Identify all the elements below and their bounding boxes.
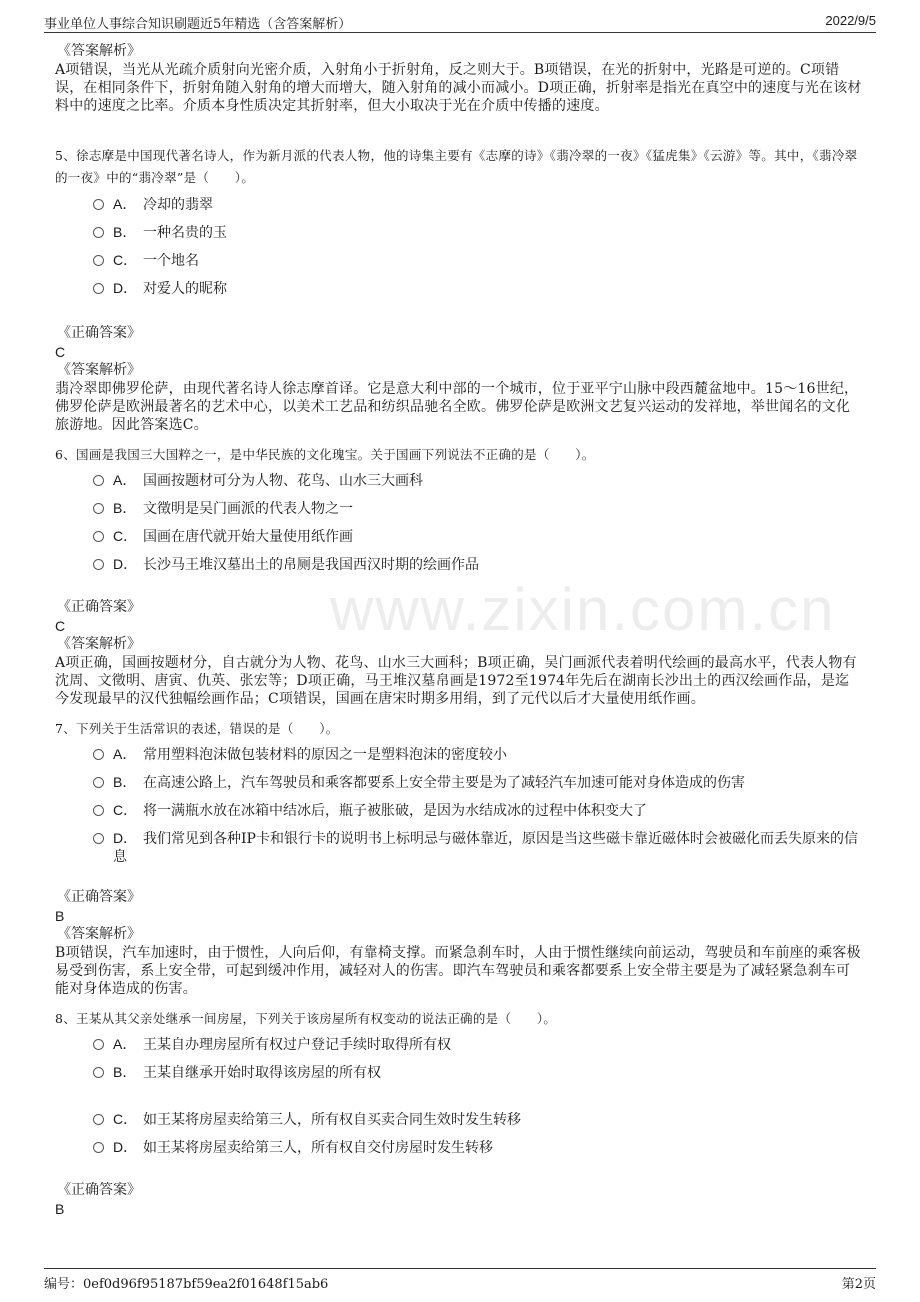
radio-icon[interactable] — [93, 1067, 104, 1078]
correct-label: 《正确答案》 — [57, 325, 141, 341]
q6-option-b[interactable]: B． 文徵明是吴门画派的代表人物之一 — [55, 499, 862, 518]
page-number: 第2页 — [841, 1277, 876, 1292]
radio-icon[interactable] — [93, 1114, 104, 1125]
analysis-label: 《答案解析》 — [57, 926, 141, 942]
document-title: 事业单位人事综合知识刷题近5年精选（含答案解析） — [44, 17, 352, 32]
radio-icon[interactable] — [93, 833, 104, 844]
radio-icon[interactable] — [93, 1142, 104, 1153]
radio-icon[interactable] — [93, 199, 104, 210]
q7-option-b[interactable]: B． 在高速公路上，汽车驾驶员和乘客都要系上安全带主要是为了减轻汽车加速可能对身体造成的伤害 — [55, 773, 862, 792]
q8-question: 8、王某从其父亲处继承一间房屋，下列关于该房屋所有权变动的说法正确的是（ ）。 — [55, 1011, 557, 1026]
page-content — [55, 42, 862, 1218]
correct-label: 《正确答案》 — [57, 889, 141, 905]
q4-analysis: A项错误，当光从光疏介质射向光密介质，入射角小于折射角，反之则大于。B项错误，在光的折射中，光路是可逆的。C项错误，在相同条件下，折射角随入射角的增大而增大，随入射角的减小而减小。D项正确，折射率是指光在真空中的速度与光在该材料中的速度之比率。介质本身性质决定其折射率，但大小取决于光在介质中传播的速度。 — [55, 62, 862, 114]
page-header — [44, 10, 876, 33]
analysis-label: 《答案解析》 — [57, 362, 141, 378]
analysis-label: 《答案解析》 — [57, 43, 141, 59]
radio-icon[interactable] — [93, 531, 104, 542]
q8-option-b[interactable]: B． 王某自继承开始时取得该房屋的所有权 — [55, 1063, 862, 1082]
radio-icon[interactable] — [93, 1039, 104, 1050]
radio-icon[interactable] — [93, 777, 104, 788]
correct-label: 《正确答案》 — [57, 599, 141, 615]
correct-label: 《正确答案》 — [57, 1182, 141, 1198]
q6-answer: C — [55, 618, 66, 634]
radio-icon[interactable] — [93, 255, 104, 266]
q7-option-d[interactable]: D． 我们常见到各种IP卡和银行卡的说明书上标明忌与磁体靠近，原因是当这些磁卡靠近磁体时会被磁化而丢失原来的信息 — [55, 829, 862, 866]
q7-option-a[interactable]: A． 常用塑料泡沫做包装材料的原因之一是塑料泡沫的密度较小 — [55, 745, 862, 764]
radio-icon[interactable] — [93, 805, 104, 816]
q6-option-a[interactable]: A． 国画按题材可分为人物、花鸟、山水三大画科 — [55, 471, 862, 490]
radio-icon[interactable] — [93, 227, 104, 238]
document-date: 2022/9/5 — [825, 13, 876, 28]
document-code: 编号：0ef0d96f95187bf59ea2f01648f15ab6 — [44, 1277, 329, 1292]
q6-question: 6、国画是我国三大国粹之一，是中华民族的文化瑰宝。关于国画下列说法不正确的是（ ）。 — [55, 447, 595, 462]
q5-option-d[interactable]: D． 对爱人的昵称 — [55, 279, 862, 298]
analysis-label: 《答案解析》 — [57, 636, 141, 652]
q8-option-c[interactable]: C． 如王某将房屋卖给第三人，所有权自买卖合同生效时发生转移 — [55, 1110, 862, 1129]
q5-analysis: 翡冷翠即佛罗伦萨，由现代著名诗人徐志摩首译。它是意大利中部的一个城市，位于亚平宁山脉中段西麓盆地中。15～16世纪，佛罗伦萨是欧洲最著名的艺术中心，以美术工艺品和纺织品驰名全欧。佛罗伦萨是欧洲文艺复兴运动的发祥地，举世闻名的文化旅游地。因此答案选C。 — [55, 381, 859, 433]
radio-icon[interactable] — [93, 559, 104, 570]
q5-option-c[interactable]: C． 一个地名 — [55, 251, 862, 270]
q7-analysis: B项错误，汽车加速时，由于惯性，人向后仰，有靠椅支撑。而紧急刹车时，人由于惯性继续向前运动，驾驶员和车前座的乘客极易受到伤害，系上安全带，可起到缓冲作用，减轻对人的伤害。即汽车驾驶员和乘客都要系上安全带主要是为了减轻紧急刹车可能对身体造成的伤害。 — [55, 945, 861, 997]
q6-option-c[interactable]: C． 国画在唐代就开始大量使用纸作画 — [55, 527, 862, 546]
q8-answer: B — [55, 1201, 65, 1217]
radio-icon[interactable] — [93, 749, 104, 760]
page-footer — [44, 1268, 876, 1291]
q5-question: 5、徐志摩是中国现代著名诗人，作为新月派的代表人物，他的诗集主要有《志摩的诗》《翡冷翠的一夜》《猛虎集》《云游》等。其中，《翡冷翠的一夜》中的“翡冷翠”是（ ）。 — [55, 148, 858, 185]
radio-icon[interactable] — [93, 475, 104, 486]
q5-answer: C — [55, 344, 66, 360]
q6-analysis: A项正确，国画按题材分，自古就分为人物、花鸟、山水三大画科；B项正确，吴门画派代表着明代绘画的最高水平，代表人物有沈周、文徵明、唐寅、仇英、张宏等；D项正确，马王堆汉墓帛画是1972至1974年先后在湖南长沙出土的西汉绘画作品，是迄今发现最早的汉代独幅绘画作品；C项错误，国画在唐宋时期多用绢，到了元代以后才大量使用纸作画。 — [55, 655, 857, 707]
q8-option-a[interactable]: A． 王某自办理房屋所有权过户登记手续时取得所有权 — [55, 1035, 862, 1054]
q7-answer: B — [55, 908, 65, 924]
q6-option-d[interactable]: D． 长沙马王堆汉墓出土的帛厕是我国西汉时期的绘画作品 — [55, 555, 862, 574]
radio-icon[interactable] — [93, 503, 104, 514]
q7-question: 7、下列关于生活常识的表述，错误的是（ ）。 — [55, 721, 339, 736]
q8-option-d[interactable]: D． 如王某将房屋卖给第三人，所有权自交付房屋时发生转移 — [55, 1138, 862, 1157]
radio-icon[interactable] — [93, 283, 104, 294]
q5-option-a[interactable]: A． 冷却的翡翠 — [55, 195, 862, 214]
q7-option-c[interactable]: C． 将一满瓶水放在冰箱中结冰后，瓶子被胀破，是因为水结成冰的过程中体积变大了 — [55, 801, 862, 820]
q5-option-b[interactable]: B． 一种名贵的玉 — [55, 223, 862, 242]
watermark: www.zixin.com.cn — [330, 576, 836, 643]
